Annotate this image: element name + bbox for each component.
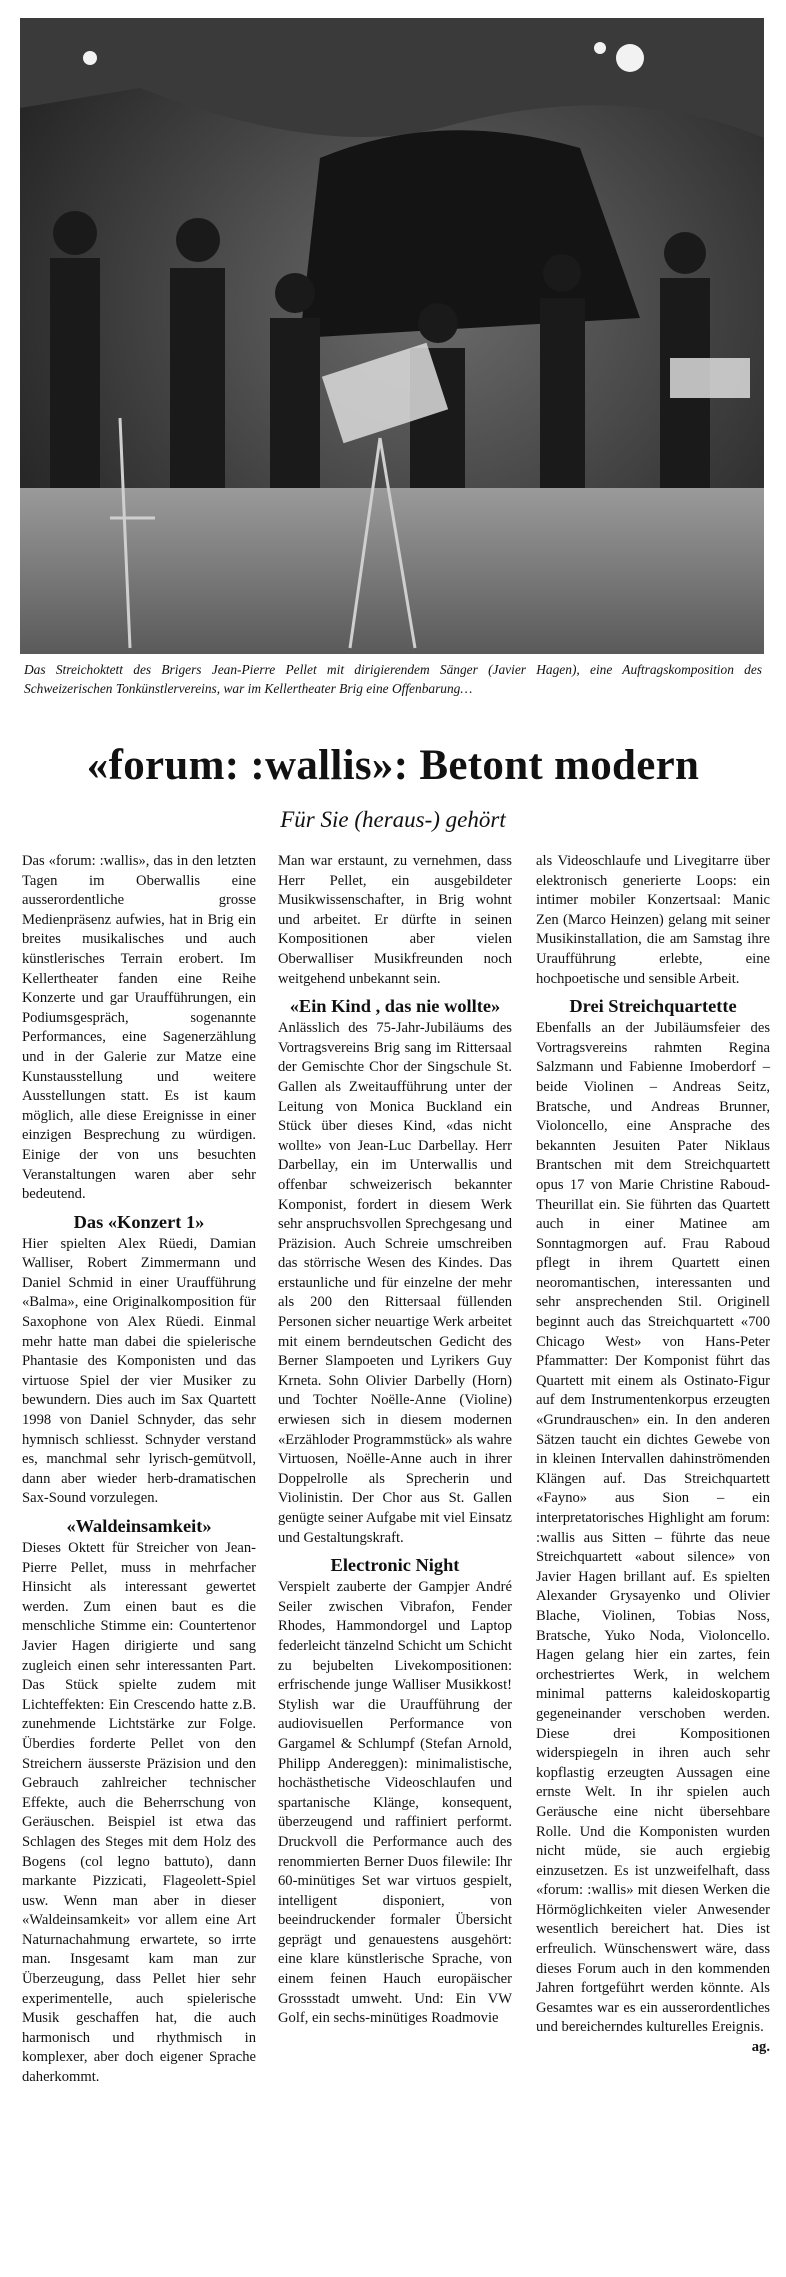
author-signature: ag. (751, 2039, 770, 2056)
paragraph-text: Ebenfalls an der Jubiläumsfeier des Vortragsvereins rahmten Regina Salzmann und Fabienne Imoberdorf – beide Violinen – Andreas Seitz, Bratsche, und Andreas Brunner, Violoncello, eine Ansprache des bekannten Jesuiten Pater Niklaus Brantschen mit dem Streichquartett opus 17 von Marie Christine Raboud-Theurillat ein. Sie führten das Quartett auch in einer Matinee am Sonntagmorgen auf. Frau Raboud pflegt in ihrem Quartett einen neoromantischen, interessanten und sehr ansprechenden Stil. Originell beginnt auch das Streichquartett «700 Chicago West» von Hans-Peter Pfammatter: Der Komponist führt das Quartett mit einem als Ostinato-Figur auf dem Instrumentenkorpus erzeugten «Grundrauschen» ein. In den anderen Sätzen taucht ein dichtes Gewebe von in kleinen Intervallen dahinströmenden Klängen auf. Das Streichquartett «Fayno» aus Sion – ein interpretatorisches Highlight am forum: :wallis aus Sitten – führte das neue Streichquartett «about silence» von Javier Hagen brillant auf. Es spielten Alexander Grysayenko und Olivier Blache, Violinen, Tobias Noss, Bratsche, Yuko Noda, Violoncello. Hagen gelang hier ein zartes, fein orchestriertes Werk, in welchem minimal patterns kaleidoskopartig gegeneinander verschoben werden. Diese drei Kompositionen widerspiegeln in ihren auch sehr kopflastig erzeugten Aussagen eine ernste Welt. In ihr spielen auch Geräusche eine nicht übersehbare Rolle. Und die Komponisten wurden nicht müde, sie auch ergiebig einzusetzen. Es ist unzweifelhaft, dass «forum: :wallis» mit diesen Werken die Hörmöglichkeiten vieler Anwesender wesentlich bereichert hat. Dies ist erfreulich. Wünschenswert wäre, dass dieses Forum auch in den kommenden Jahren fortgeführt werden könnte. Als Gesamtes war es ein ausserordentliches und bereicherndes kulturelles Ereignis. (536, 1020, 770, 2036)
paragraph: Verspielt zauberte der Gampjer André Seiler zwischen Vibrafon, Fender Rhodes, Hammondorgel und Laptop federleicht tänzelnd Schicht um Schicht zu bejubelten Livekompositionen: erfrischende junge Walliser Musikkost! Stylish war die Uraufführung der audiovisuellen Performance von Gargamel & Schlumpf (Stefan Arnold, Philipp Andereggen): minimalistische, hochästhetische Videoschlaufen und spartanische Klänge, konsequent, überzeugend und raffiniert performt. Druckvoll die Performance auch des renommierten Berner Duos filewile: Ihr 60-minütiges Set war virtuos gespielt, intelligent disponiert, von beeindruckender formaler Übersicht geprägt und genauestens ausgehört: eine klare künstlerische Sprache, von einem feinen Hauch europäischer Grossstadt umweht. Und: Ein VW Golf, ein sechs-minütiges Roadmovie (278, 1579, 512, 2027)
paragraph: Hier spielten Alex Rüedi, Damian Walliser, Robert Zimmermann und Daniel Schmid in einer Uraufführung «Balma», eine Originalkomposition für Saxophone von Alex Rüedi. Einmal mehr hatte man dabei die spielerische Phantasie des Komponisten und das virtuose Spiel der vier Musiker zu bewundern. Dies auch im Sax Quartett 1998 von Daniel Schnyder, das sehr hymnisch schliesst. Schnyder verstand es, manchmal sehr lyrisch-gemütvoll, dann aber wieder herb-dramatischen Sax-Sound vorzulegen. (22, 1235, 256, 1507)
article-column-2 (278, 852, 512, 2029)
section-heading: «Waldeinsamkeit» (66, 1516, 212, 1536)
paragraph: Anlässlich des 75-Jahr-Jubiläums des Vortragsvereins Brig sang im Rittersaal der Gemischte Chor der Singschule St. Gallen als Zweitaufführung unter der Leitung von Monica Buckland ein Stück über dieses Kind, «das nicht wollte» von Jean-Luc Darbellay. Herr Darbellay, ein im Unterwallis und offenbar schweizerisch bekannter Komponist, fordert in diesem Werk sehr anspruchsvollen Sprechgesang und Präzision. Auch Schreie umschreiben das störrische Wesen des Kindes. Das erstaunliche und für einzelne der mehr als 200 den Rittersaal füllenden Personen sicher neuartige Werk arbeitet mit einem berndeutschen Gedicht des Berner Slampoeten und Lyrikers Guy Krneta. Sohn Olivier Darbelly (Horn) und Tochter Noëlle-Anne (Violine) erwiesen sich in diesem modernen «Erzähloder Programmstück» als wahre Virtuosen, Noëlle-Anne auch in ihrer Doppelrolle als Sprecherin und Violinistin. Der Chor aus St. Gallen genügte seiner Aufgabe mit viel Einsatz und Gestaltungskraft. (278, 1020, 512, 1546)
article-headline: «forum: :wallis»: Betont modern (86, 742, 700, 789)
paragraph: Man war erstaunt, zu vernehmen, dass Herr Pellet, ein ausgebildeter Musikwissenschafter, in Brig wohnt und arbeitet. Er dürfte in seinen Kompositionen aber vielen Oberwalliser Musikfreunden noch weitgehend unbekannt sein. (278, 853, 512, 987)
article-column-3 (536, 852, 770, 2058)
article-subheadline: Für Sie (heraus-) gehört (280, 807, 506, 832)
concert-photo-image (20, 18, 764, 654)
section-heading: Das «Konzert 1» (73, 1211, 205, 1232)
paragraph: als Videoschlaufe und Livegitarre über elektronisch generierte Loops: ein intimer mobiler Konzertsaal: Manic Zen (Marco Heinzen) gelang mit seiner Musikinstallation, die am Samstag ihre Uraufführung erlebte, eine hochpoetische und sensible Arbeit. (536, 853, 770, 987)
concert-photo (20, 18, 764, 654)
photo-caption: Das Streichoktett des Brigers Jean-Pierre Pellet mit dirigierendem Sänger (Javier Hagen), eine Auftragskomposition des Schweizerischen Tonkünstlervereins, war im Kellertheater Brig eine Offenbarung… (24, 662, 762, 696)
article-column-1 (22, 852, 256, 2088)
section-heading: «Ein Kind , das nie wollte» (289, 996, 501, 1017)
paragraph (536, 1019, 770, 2056)
section-heading: Electronic Night (330, 1555, 460, 1576)
paragraph: Das «forum: :wallis», das in den letzten Tagen im Oberwallis eine ausserordentliche grosse Medienpräsenz aufwies, hat in Brig ein breites musikalisches und auch künstlerisches Terrain erobert. Im Kellertheater fanden eine Reihe Konzerte und gar Uraufführungen, ein Podiumsgespräch, sogenannte Performances, eine Sagenerzählung und in der Galerie zur Matze eine Kunstausstellung und weitere Ausstellungen statt. Es ist kaum möglich, alle diese Ereignisse in einer einzigen Besprechung zu würdigen. Einige der von uns besuchten Veranstaltungen waren aber sehr bedeutend. (22, 853, 256, 1203)
section-heading: Drei Streichquartette (569, 996, 737, 1017)
paragraph: Dieses Oktett für Streicher von Jean-Pierre Pellet, muss in mehrfacher Hinsicht als interessant gewertet werden. Zum einen baut es die menschliche Stimme ein: Countertenor Javier Hagen dirigierte und sang zugleich einen sehr interessanten Part. Das Stück spielte zudem mit Lichteffekten: Ein Crescendo hatte z.B. zunehmende Lichtstärke zur Folge. Überdies forderte Pellet von den Streichern äusserste Präzision und den Gebrauch zahlreicher technischer Effekte, auch die Beherrschung von Geräuschen. Beispiel ist etwa das Schlagen des Steges mit dem Holz des Bogens (col legno battuto), dann markante Pizzicati, Flageolett-Spiel usw. Wenn man aber in dieser «Waldeinsamkeit» vor allem eine Art Naturnachahmung erwartete, so irrte man. Insgesamt kam man zur Überzeugung, dass Pellet hier sehr experimentelle, auch spielerische Musik geschaffen hat, die auch harmonisch und rhythmisch in komplexer, aber doch eigener Sprache daherkommt. (22, 1540, 256, 2086)
